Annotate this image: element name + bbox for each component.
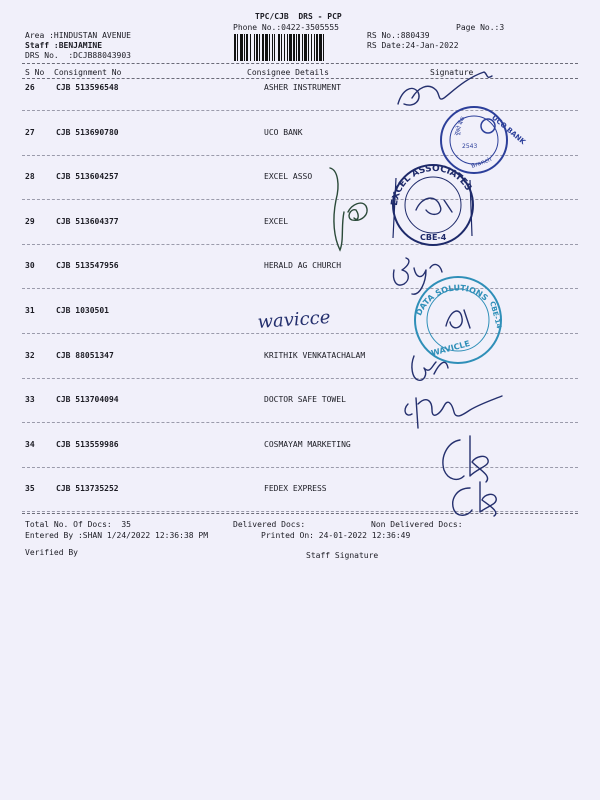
row-consignment-no: CJB 513604377 [56, 217, 119, 226]
uco-stamp-branch: Branch [470, 156, 493, 170]
row-consignee: DOCTOR SAFE TOWEL [264, 395, 346, 404]
signature-row-34 [443, 436, 488, 482]
area-field: Area :HINDUSTAN AVENUE [25, 31, 131, 40]
row-consignment-no: CJB 513559986 [56, 440, 119, 449]
row-consignment-no: CJB 88051347 [56, 351, 114, 360]
non-delivered-docs: Non Delivered Docs: [371, 520, 463, 529]
row-consignee: EXCEL [264, 217, 289, 226]
wavicle-stamp-initials [446, 310, 470, 328]
uco-stamp-code: 2543 [462, 143, 478, 150]
row-consignment-no: CJB 513596548 [56, 83, 119, 92]
phone-number: Phone No.:0422-3505555 [233, 23, 339, 32]
rs-number: RS No.:880439 [367, 31, 430, 40]
row-sno: 29 [25, 217, 35, 226]
wavicle-data-solutions-stamp [414, 277, 503, 363]
col-consignee: Consignee Details [247, 68, 329, 77]
row-consignee: KRITHIK VENKATACHALAM [264, 351, 366, 360]
row-consignee: ASHER INSTRUMENT [264, 83, 342, 92]
excel-stamp-top-text: EXCEL ASSOCIATES [389, 163, 474, 207]
drs-number: DRS No. :DCJB88043903 [25, 51, 131, 60]
signature-row-28 [330, 168, 367, 250]
excel-associates-stamp [390, 164, 473, 245]
handwriting-row-31: wavicce [256, 306, 332, 333]
row-sno: 33 [25, 395, 35, 404]
row-consignee: EXCEL ASSO [264, 172, 313, 181]
entered-by: Entered By :SHAN 1/24/2022 12:36:38 PM [25, 531, 209, 540]
wavicle-stamp-bottom-text: WAVICLE [430, 338, 471, 358]
rs-date: RS Date:24-Jan-2022 [367, 41, 459, 50]
uco-bank-stamp [441, 107, 527, 173]
row-sno: 27 [25, 128, 35, 137]
row-consignment-no: CJB 513547956 [56, 261, 119, 270]
col-consignment: Consignment No [54, 68, 122, 77]
row-consignee: UCO BANK [264, 128, 303, 137]
row-sno: 30 [25, 261, 35, 270]
signature-row-26 [398, 72, 492, 105]
row-sno: 31 [25, 306, 35, 315]
excel-stamp-initials [416, 198, 452, 214]
excel-stamp-bottom-text: CBE-4 [420, 233, 447, 242]
row-consignment-no: CJB 513604257 [56, 172, 119, 181]
row-sno: 32 [25, 351, 35, 360]
signature-row-35 [453, 482, 496, 516]
wavicle-stamp-right-text: CBE-14 [488, 300, 504, 330]
verified-by: Verified By [25, 548, 78, 557]
staff-label: Staff : [25, 41, 59, 50]
row-consignment-no: CJB 513704094 [56, 395, 119, 404]
uco-stamp-hindi-text: यूको बैंक [453, 115, 467, 137]
row-sno: 26 [25, 83, 35, 92]
wavicle-stamp-top-text: DATA SOLUTIONS [414, 283, 490, 318]
uco-stamp-top-text: UCO BANK [490, 113, 527, 147]
page-number: Page No.:3 [456, 23, 505, 32]
signature-row-33 [405, 396, 502, 428]
row-consignee: COSMAYAM MARKETING [264, 440, 351, 449]
delivered-docs: Delivered Docs: [233, 520, 306, 529]
row-consignee: FEDEX EXPRESS [264, 484, 327, 493]
row-consignment-no: CJB 513735252 [56, 484, 119, 493]
printed-on: Printed On: 24-01-2022 12:36:49 [261, 531, 411, 540]
sheet-title: TPC/CJB DRS - PCP [255, 12, 342, 21]
col-sno: S No [25, 68, 45, 77]
staff-name: BENJAMINE [58, 41, 103, 50]
staff-signature-label: Staff Signature [306, 551, 379, 560]
row-consignment-no: CJB 513690780 [56, 128, 119, 137]
signature-row-30 [393, 258, 442, 294]
row-sno: 34 [25, 440, 35, 449]
row-sno: 28 [25, 172, 35, 181]
col-signature: Signature [430, 68, 474, 77]
row-sno: 35 [25, 484, 35, 493]
row-consignee: HERALD AG CHURCH [264, 261, 342, 270]
row-consignment-no: CJB 1030501 [56, 306, 109, 315]
total-docs: Total No. Of Docs: 35 [25, 520, 131, 529]
